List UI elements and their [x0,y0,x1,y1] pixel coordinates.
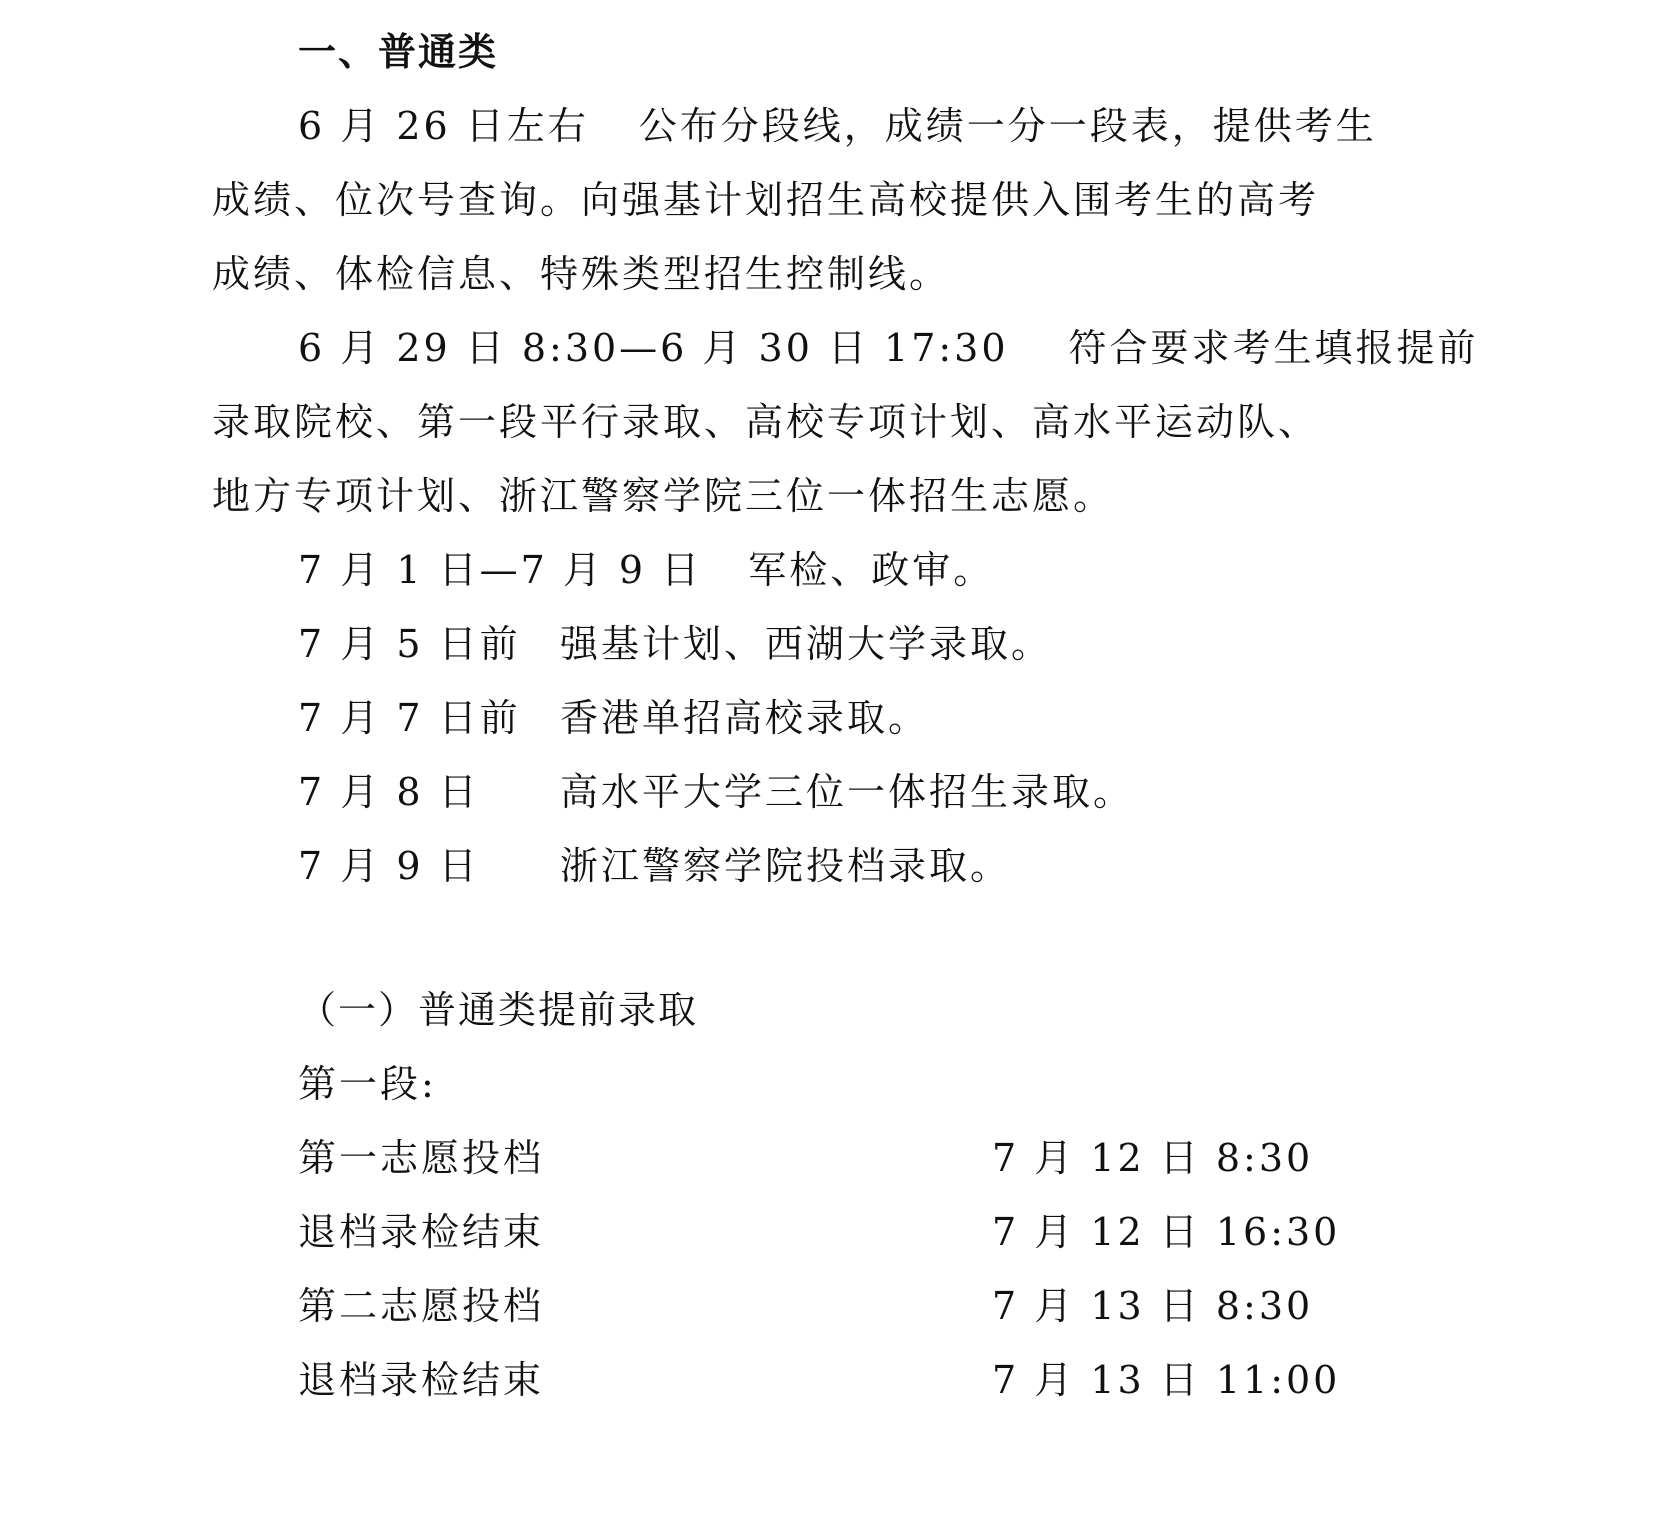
schedule-item [298,620,1052,668]
timetable-item: 第二志愿投档 [298,1284,545,1328]
timetable-time: 7 月 13 日 8:30 [992,1284,1314,1328]
timetable-item: 第一志愿投档 [298,1136,545,1180]
stage-label: 第一段: [298,1062,437,1106]
paragraph-1-line-2: 成绩、位次号查询。向强基计划招生高校提供入围考生的高考 [212,178,1320,222]
schedule-item [298,694,929,742]
paragraph-1-text-1: 公布分段线，成绩一分一段表，提供考生 [638,104,1377,148]
paragraph-2-line-3: 地方专项计划、浙江警察学院三位一体招生志愿。 [212,474,1115,518]
paragraph-2-line-1 [298,324,1479,372]
schedule-event: 高水平大学三位一体招生录取。 [560,770,1135,814]
schedule-date: 7 月 1 日—7 月 9 日 [298,548,703,592]
schedule-item [298,842,1011,890]
section-title: 一、普通类 [298,29,499,74]
timetable-item: 退档录检结束 [298,1358,545,1402]
paragraph-1-line-3: 成绩、体检信息、特殊类型招生控制线。 [212,252,951,296]
paragraph-1-line-1 [298,102,1377,150]
timetable-time: 7 月 13 日 11:00 [992,1358,1341,1402]
schedule-event: 香港单招高校录取。 [560,696,930,740]
schedule-date: 7 月 7 日前 [298,696,521,740]
paragraph-2-line-2: 录取院校、第一段平行录取、高校专项计划、高水平运动队、 [212,400,1320,444]
paragraph-1-date: 6 月 26 日左右 [298,104,589,148]
schedule-event: 强基计划、西湖大学录取。 [560,622,1053,666]
timetable-item: 退档录检结束 [298,1210,545,1254]
schedule-date: 7 月 5 日前 [298,622,521,666]
schedule-date: 7 月 8 日 [298,770,480,814]
schedule-item [298,546,994,594]
schedule-event: 军检、政审。 [748,548,995,592]
schedule-date: 7 月 9 日 [298,844,480,888]
paragraph-2-text-1: 符合要求考生填报提前 [1068,326,1479,370]
paragraph-2-date: 6 月 29 日 8:30—6 月 30 日 17:30 [298,326,1009,370]
schedule-event: 浙江警察学院投档录取。 [560,844,1012,888]
subsection-title: （一）普通类提前录取 [298,988,699,1032]
timetable-time: 7 月 12 日 16:30 [992,1210,1341,1254]
schedule-item [298,768,1134,816]
timetable-time: 7 月 12 日 8:30 [992,1136,1314,1180]
